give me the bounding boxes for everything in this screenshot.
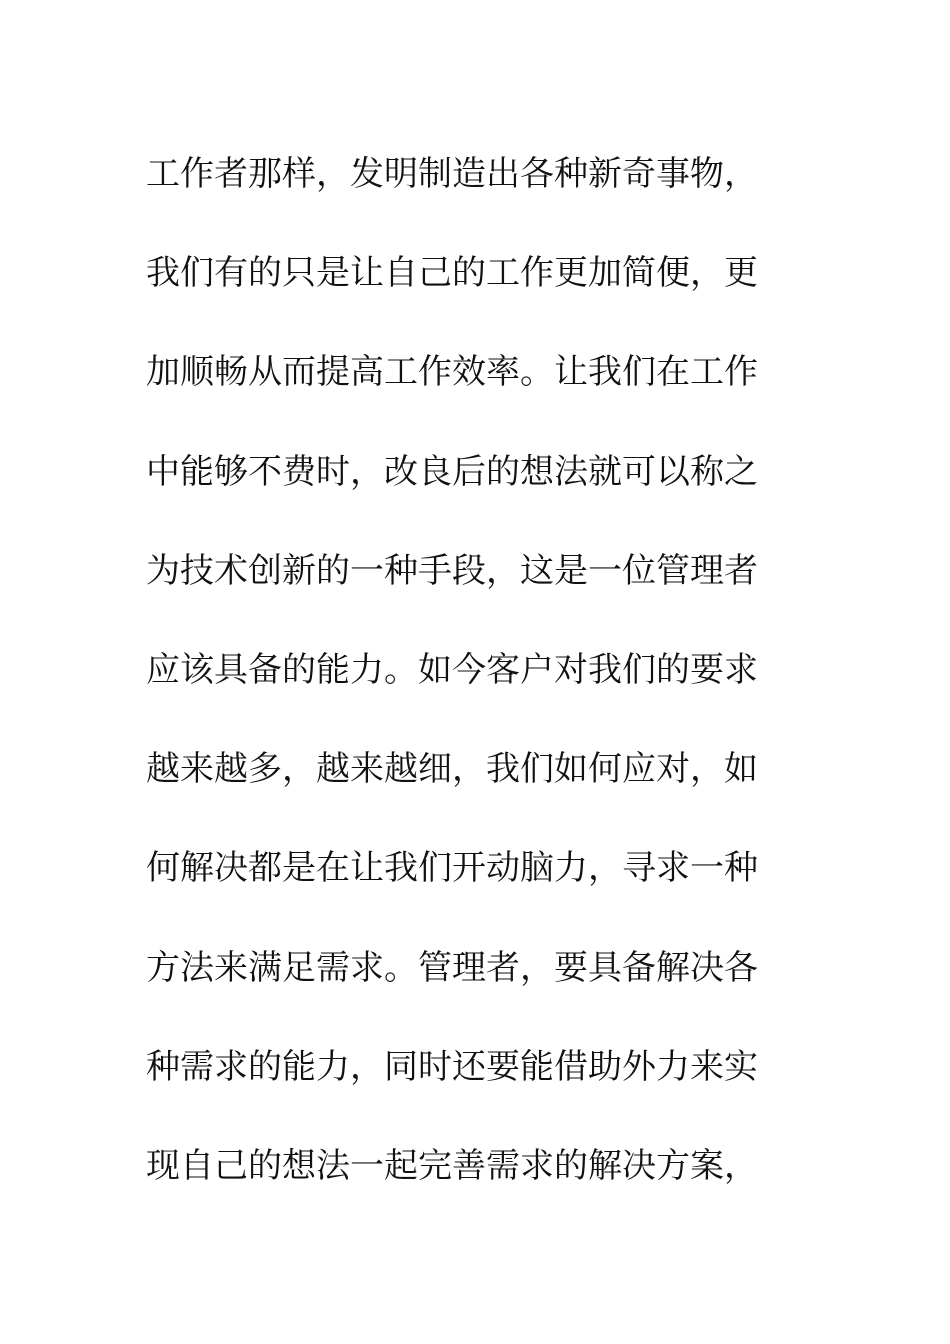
text-line-6: 应该具备的能力。如今客户对我们的要求 [146, 649, 758, 690]
text-line-9: 方法来满足需求。管理者，要具备解决各 [146, 947, 758, 988]
body-text [146, 125, 806, 1216]
text-line-4: 中能够不费时，改良后的想法就可以称之 [146, 451, 758, 492]
text-line-2: 我们有的只是让自己的工作更加简便，更 [146, 253, 758, 294]
text-line-5: 为技术创新的一种手段，这是一位管理者 [146, 550, 758, 591]
text-line-1: 工作者那样，发明制造出各种新奇事物， [146, 154, 758, 194]
text-line-3: 加顺畅从而提高工作效率。让我们在工作 [146, 352, 758, 393]
text-line-11: 现自己的想法一起完善需求的解决方案， [146, 1145, 758, 1186]
text-line-7: 越来越多，越来越细，我们如何应对，如 [146, 749, 758, 790]
text-line-8: 何解决都是在让我们开动脑力，寻求一种 [146, 848, 758, 889]
text-line-10: 种需求的能力，同时还要能借助外力来实 [146, 1046, 758, 1087]
